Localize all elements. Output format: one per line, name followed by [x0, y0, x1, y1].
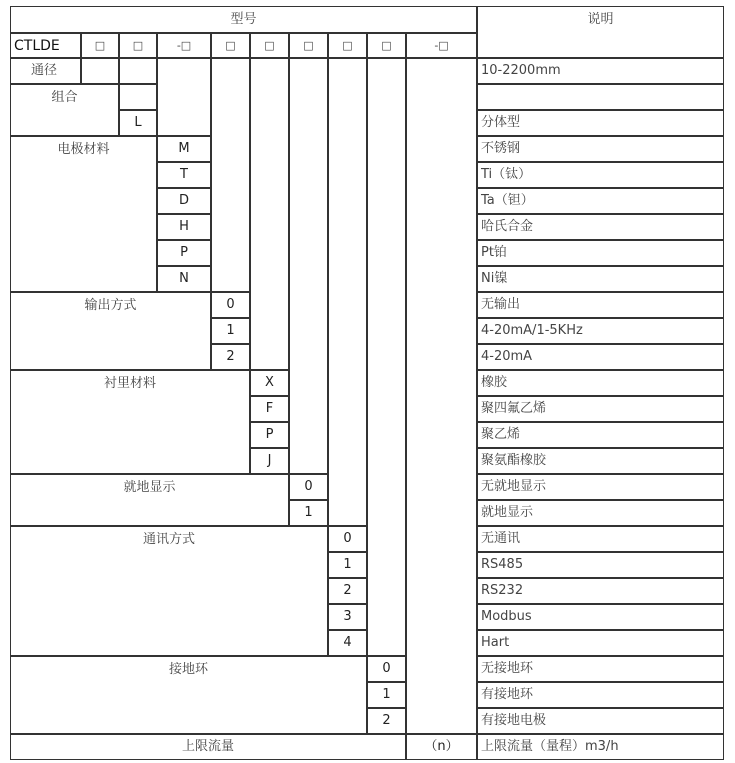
- comm-code-1: 1: [328, 552, 367, 578]
- diameter-desc: 10-2200mm: [477, 58, 724, 84]
- lining-desc-2: 聚乙烯: [477, 422, 724, 448]
- electrode-code-1: T: [157, 162, 211, 188]
- model-prefix-ct: CT: [14, 38, 33, 54]
- ground-code-0: 0: [367, 656, 406, 682]
- comm-desc-0: 无通讯: [477, 526, 724, 552]
- code-slot-9: -□: [406, 33, 477, 58]
- electrode-desc-0: 不锈钢: [477, 136, 724, 162]
- code-slot-1: □: [81, 33, 119, 58]
- model-prefix-cell: [10, 33, 81, 58]
- output-column-upper: [211, 58, 250, 292]
- electrode-code-0: M: [157, 136, 211, 162]
- lining-code-3: J: [250, 448, 289, 474]
- lining-column-upper: [250, 58, 289, 370]
- ground-code-2: 2: [367, 708, 406, 734]
- electrode-desc-5: Ni镍: [477, 266, 724, 292]
- display-code-0: 0: [289, 474, 328, 500]
- display-column-upper: [289, 58, 328, 474]
- output-desc-0: 无输出: [477, 292, 724, 318]
- flow-label: 上限流量: [10, 734, 406, 760]
- lining-desc-3: 聚氨酯橡胶: [477, 448, 724, 474]
- model-header: 型号: [10, 6, 477, 33]
- code-slot-6: □: [289, 33, 328, 58]
- combination-desc-l: 分体型: [477, 110, 724, 136]
- electrode-desc-2: Ta（钽）: [477, 188, 724, 214]
- display-desc-1: 就地显示: [477, 500, 724, 526]
- lining-code-2: P: [250, 422, 289, 448]
- output-desc-2: 4-20mA: [477, 344, 724, 370]
- ground-desc-1: 有接地环: [477, 682, 724, 708]
- combination-slot: [119, 84, 157, 110]
- comm-code-4: 4: [328, 630, 367, 656]
- comm-desc-1: RS485: [477, 552, 724, 578]
- ground-desc-0: 无接地环: [477, 656, 724, 682]
- output-desc-1: 4-20mA/1-5KHz: [477, 318, 724, 344]
- display-label: 就地显示: [10, 474, 289, 526]
- model-prefix-lde: LDE: [32, 38, 60, 54]
- diameter-slot-2: [119, 58, 157, 84]
- output-label: 输出方式: [10, 292, 211, 370]
- lining-label: 衬里材料: [10, 370, 250, 474]
- combination-desc-blank: [477, 84, 724, 110]
- comm-column-upper: [328, 58, 367, 526]
- ground-code-1: 1: [367, 682, 406, 708]
- ground-column-upper: [367, 58, 406, 656]
- electrode-code-4: P: [157, 240, 211, 266]
- code-slot-8: □: [367, 33, 406, 58]
- electrode-desc-3: 哈氏合金: [477, 214, 724, 240]
- flow-code: （n）: [406, 734, 477, 760]
- electrode-desc-4: Pt铂: [477, 240, 724, 266]
- electrode-label: 电极材料: [10, 136, 157, 292]
- electrode-desc-1: Ti（钛）: [477, 162, 724, 188]
- flow-desc: 上限流量（量程）m3/h: [477, 734, 724, 760]
- comm-code-0: 0: [328, 526, 367, 552]
- description-header: 说明: [477, 6, 724, 58]
- ground-desc-2: 有接地电极: [477, 708, 724, 734]
- lining-desc-1: 聚四氟乙烯: [477, 396, 724, 422]
- comm-code-2: 2: [328, 578, 367, 604]
- diameter-slot-1: [81, 58, 119, 84]
- code-slot-7: □: [328, 33, 367, 58]
- combination-label: 组合: [10, 84, 119, 136]
- code-slot-2: □: [119, 33, 157, 58]
- ground-label: 接地环: [10, 656, 367, 734]
- display-code-1: 1: [289, 500, 328, 526]
- code-slot-3: -□: [157, 33, 211, 58]
- electrode-column-upper: [157, 58, 211, 136]
- output-code-0: 0: [211, 292, 250, 318]
- output-code-1: 1: [211, 318, 250, 344]
- electrode-code-5: N: [157, 266, 211, 292]
- code-slot-4: □: [211, 33, 250, 58]
- code-slot-5: □: [250, 33, 289, 58]
- diameter-label: 通径: [10, 58, 81, 84]
- electrode-code-2: D: [157, 188, 211, 214]
- electrode-code-3: H: [157, 214, 211, 240]
- output-code-2: 2: [211, 344, 250, 370]
- comm-desc-4: Hart: [477, 630, 724, 656]
- display-desc-0: 无就地显示: [477, 474, 724, 500]
- flow-column-upper: [406, 58, 477, 734]
- lining-desc-0: 橡胶: [477, 370, 724, 396]
- combination-code-l: L: [119, 110, 157, 136]
- comm-desc-3: Modbus: [477, 604, 724, 630]
- lining-code-0: X: [250, 370, 289, 396]
- comm-label: 通讯方式: [10, 526, 328, 656]
- comm-desc-2: RS232: [477, 578, 724, 604]
- lining-code-1: F: [250, 396, 289, 422]
- comm-code-3: 3: [328, 604, 367, 630]
